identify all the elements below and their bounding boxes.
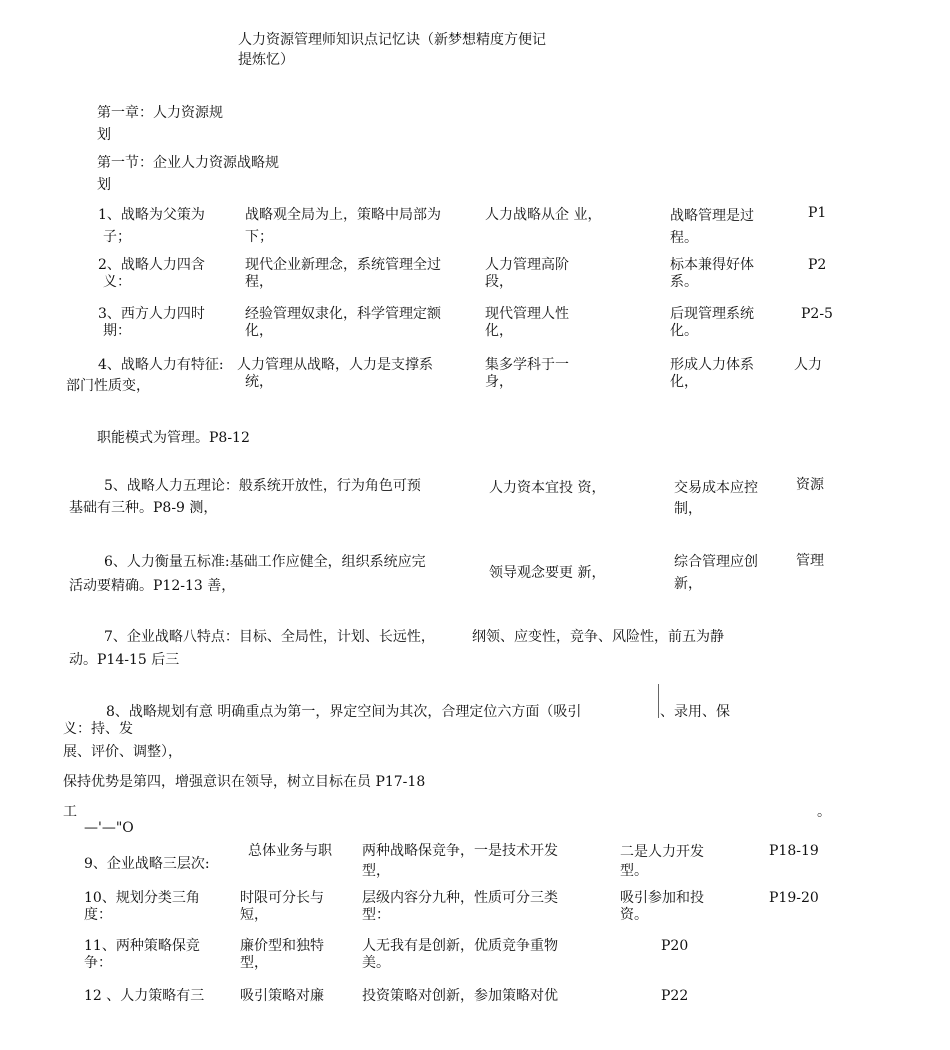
row3-col2-cont: 化， [245,323,273,339]
row7-text: 7、企业战略八特点：目标、全局性，计划、长远性， [104,629,435,645]
row6-topic: 6、人力衡量五标准:基础工作应健全，组织系统应完 [104,554,426,570]
chapter-heading: 第一章：人力资源规 [97,105,223,121]
row12-page-ref: P22 [661,988,689,1004]
row3-col4-cont: 化。 [670,323,698,339]
row4-topic: 4、战略人力有特征: [98,357,224,373]
section-heading-cont: 划 [97,177,111,193]
row4-col4-cont: 化， [670,374,698,390]
row6-col4: 综合管理应创 [674,554,758,570]
row10-topic: 10、规划分类三角 [84,890,200,906]
row9-topic: 9、企业战略三层次: [84,856,210,872]
row3-col3-cont: 化， [485,323,513,339]
row1-col2: 战略观全局为上，策略中局部为 [245,207,441,223]
row8-text: 8、战略规划有意 明确重点为第一，界定空间为其次，合理定位六方面（吸引 [106,704,582,720]
row10-col2: 时限可分长与 [240,890,324,906]
row9-col4: 二是人力开发 [620,844,704,860]
row3-topic: 3、西方人力四时 [98,306,205,322]
row6-topic-cont: 活动要精确。P12-13 善， [69,578,236,594]
row11-col3: 人无我有是创新，优质竞争重物 [362,938,558,954]
row2-col2: 现代企业新理念，系统管理全过 [245,257,441,273]
row8-text-f: 工 [63,804,77,820]
row4-col4: 形成人力体系 [670,357,754,373]
row10-col4: 吸引参加和投 [620,890,704,906]
row4-col3-cont: 身， [485,374,513,390]
row4-page-ref: 人力 [794,357,822,373]
row10-col4-cont: 资。 [620,907,648,923]
row4-col2: 人力管理从战略，人力是支撑系 [237,357,433,373]
row1-col4-cont: 程。 [670,230,698,246]
row9-col2: 总体业务与职 [248,843,332,859]
row8-text-c: 义：持、发 [63,721,133,737]
doc-title-line1: 人力资源管理师知识点记忆诀（新梦想精度方便记 [238,32,546,48]
row11-topic: 11、两种策略保竞 [84,938,200,954]
doc-title-line2: 提炼忆） [238,52,294,68]
row2-col4-cont: 系。 [670,274,698,290]
row8-text-d: 展、评价、调整）， [63,744,182,760]
section-heading: 第一节：企业人力资源战略规 [97,155,279,171]
column-divider [658,684,659,718]
row10-col2-cont: 短， [240,907,268,923]
row2-topic: 2、战略人力四含 [98,257,205,273]
row12-col3: 投资策略对创新，参加策略对优 [362,988,558,1004]
row9-page-ref: P18-19 [769,843,819,859]
row5-topic: 5、战略人力五理论：般系统开放性，行为角色可预 [104,478,421,494]
row1-col3: 人力战略从企 业， [485,207,602,223]
row1-page-ref: P1 [808,205,827,221]
row3-page-ref: P2-5 [801,306,833,322]
row1-topic: 1、战略为父策为 [98,207,205,223]
row5-col3: 人力资本宜投 资， [489,480,606,496]
row8-period: 。 [817,804,831,820]
row8-text-b: 、录用、保 [660,704,730,720]
row11-col2-cont: 型， [240,955,268,971]
row7-text-b: 纲领、应变性，竞争、风险性，前五为静 [472,629,724,645]
row5-col4: 交易成本应控 [674,480,758,496]
row3-topic-cont: 期： [103,323,131,339]
row5-topic-cont: 基础有三种。P8-9 测， [69,500,218,516]
row6-page-ref: 管理 [796,553,824,569]
row9-col4-cont: 型。 [620,863,648,879]
row4-topic-cont: 部门性质变， [66,378,150,394]
row1-col4: 战略管理是过 [670,208,754,224]
row5-page-ref: 资源 [796,477,824,493]
row4-col3: 集多学科于一 [485,357,569,373]
row1-topic-cont: 子； [103,229,131,245]
row2-col3-cont: 段， [485,274,513,290]
row2-page-ref: P2 [808,257,827,273]
row10-col3: 层级内容分九种，性质可分三类 [362,890,558,906]
row1-col2-cont: 下； [245,229,273,245]
row5-col4-cont: 制， [674,501,702,517]
row11-col3-cont: 美。 [362,955,390,971]
row2-topic-cont: 义： [103,274,131,290]
row9-col3-cont: 型， [362,863,390,879]
row2-col4: 标本兼得好体 [670,257,754,273]
row4-col2-cont: 统， [245,374,273,390]
row6-col3: 领导观念要更 新， [489,565,606,581]
row11-page-ref: P20 [661,938,689,954]
row10-topic-cont: 度： [84,907,112,923]
row12-topic: 12 、人力策略有三 [84,988,205,1004]
row3-col3: 现代管理人性 [485,306,569,322]
row9-col3: 两种战略保竞争，一是技术开发 [362,843,558,859]
row11-topic-cont: 争： [84,955,112,971]
row7-text-cont: 动。P14-15 后三 [69,652,180,668]
row6-col4-cont: 新， [674,576,702,592]
row8-text-e: 保持优势是第四，增强意识在领导，树立目标在员 P17-18 [63,774,426,790]
row4-tail: 职能模式为管理。P8-12 [97,430,250,446]
row3-col4: 后现管理系统 [670,306,754,322]
chapter-heading-cont: 划 [97,127,111,143]
row11-col2: 廉价型和独特 [240,938,324,954]
row10-col3-cont: 型： [362,907,390,923]
row10-page-ref: P19-20 [769,890,819,906]
row2-col2-cont: 程， [245,274,273,290]
row8-garbled: —'—"O [84,820,134,836]
row2-col3: 人力管理高阶 [485,257,569,273]
row3-col2: 经验管理奴隶化，科学管理定额 [245,306,441,322]
row12-col2: 吸引策略对廉 [240,988,324,1004]
